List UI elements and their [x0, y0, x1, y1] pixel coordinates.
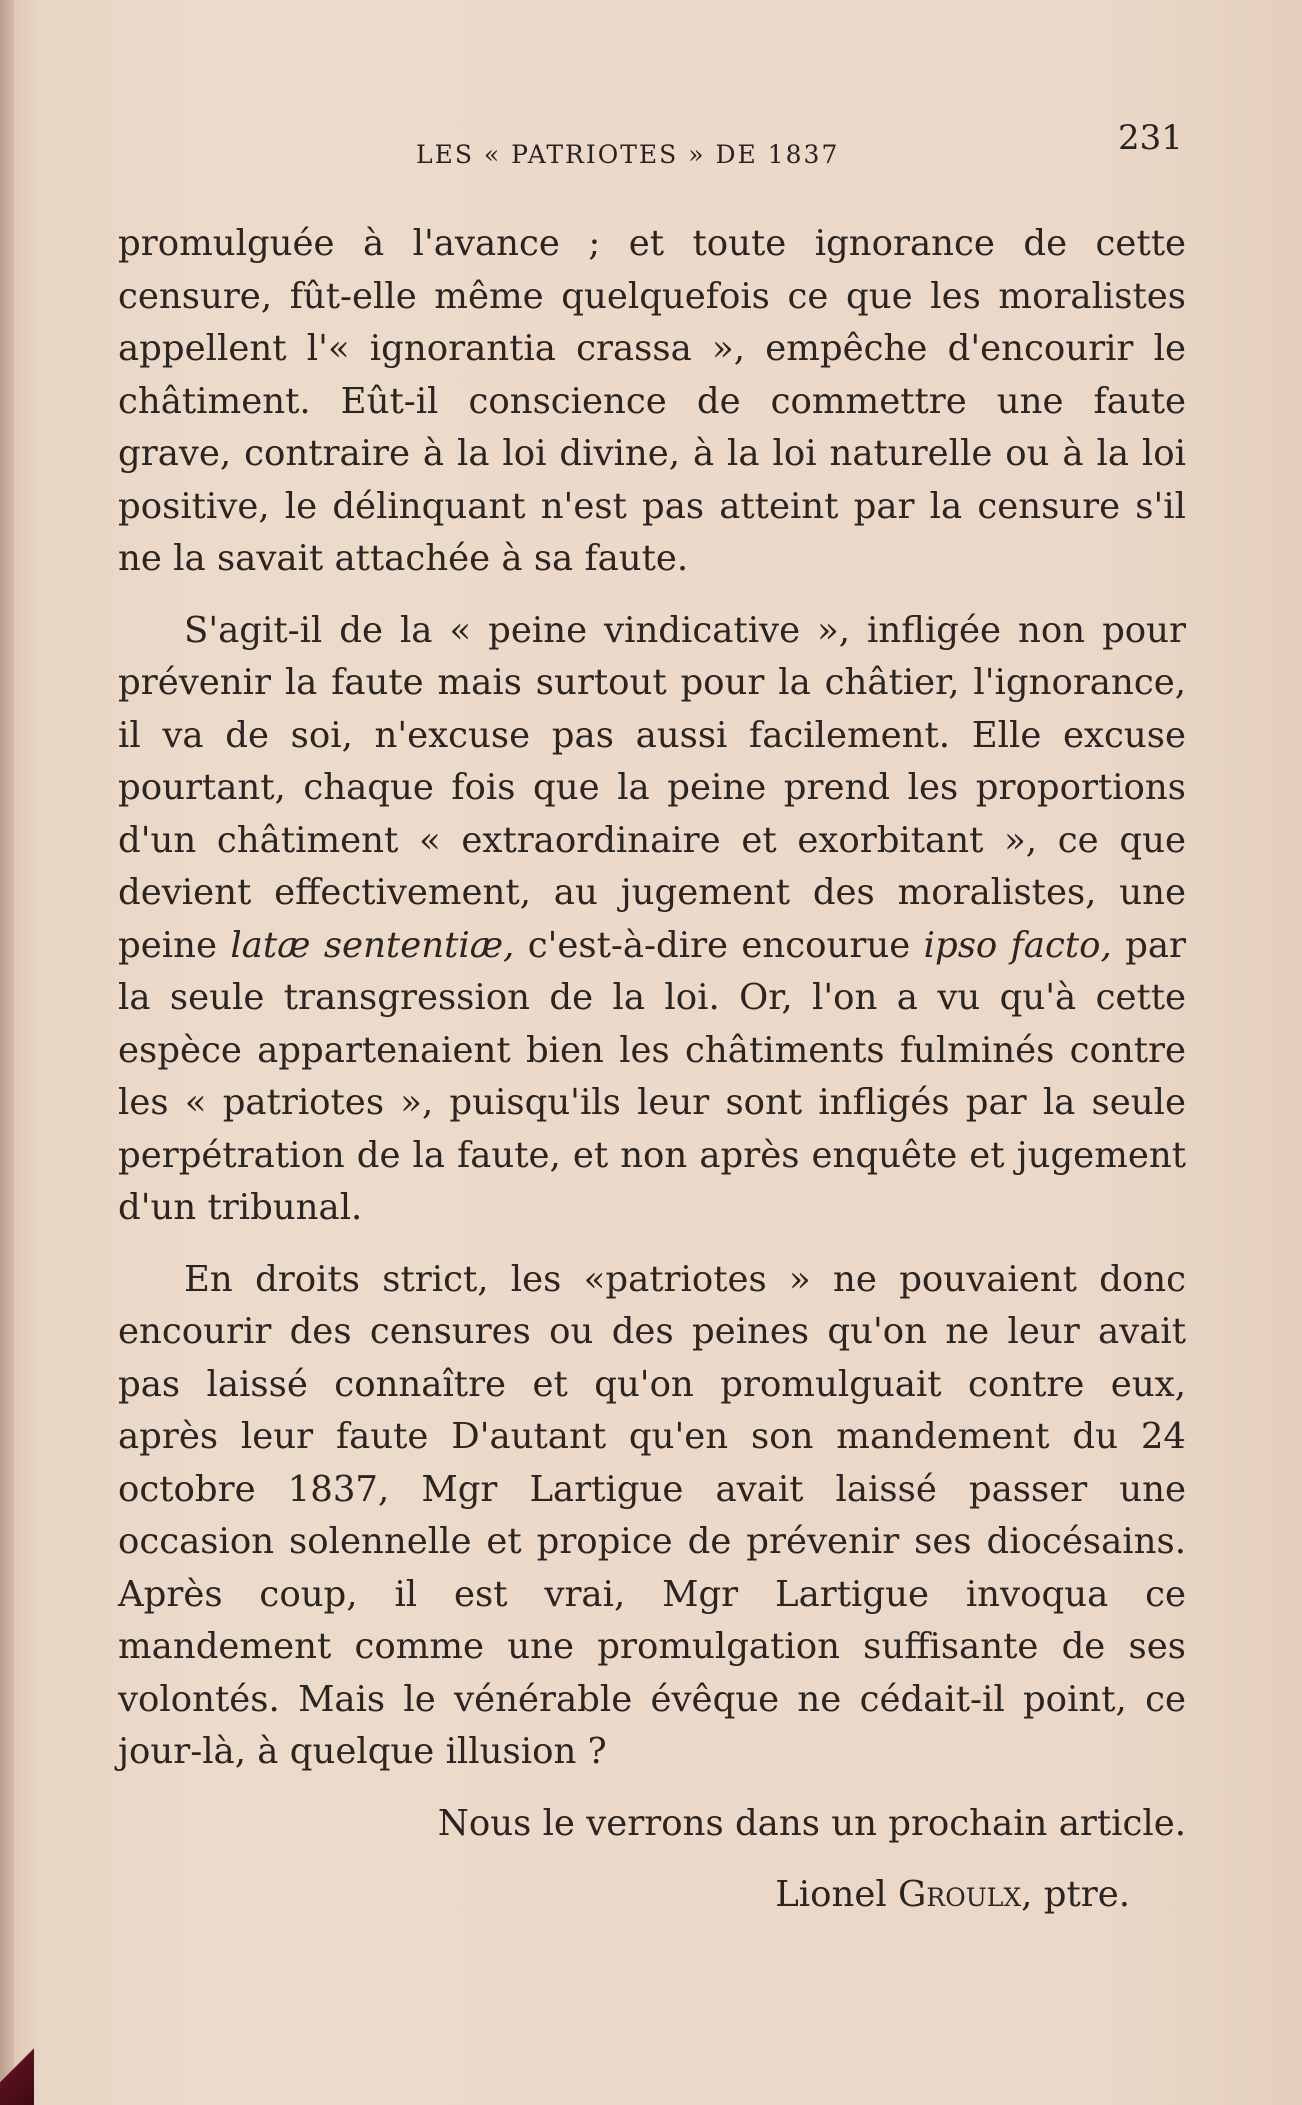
paragraph-2-part-c: par la seule transgression de la loi. Or, l'on a vu qu'à cette espèce appartenaient bien les châtiments fulminés contre les « patriotes », puisqu'ils leur sont infligés par la seule perpétration de la faute, et non après enquête et jugement d'un tribunal.: [118, 924, 1186, 1228]
body-text: [118, 218, 1186, 1941]
author-signature: [118, 1869, 1186, 1922]
signature-suffix: , ptre.: [1021, 1874, 1130, 1915]
page-number: 231: [1118, 118, 1183, 158]
paragraph-1: promulguée à l'avance ; et toute ignorance de cette censure, fût-elle même quelquefois ce que les moralistes appellent l'« ignorantia crassa », empêche d'encourir le châtiment. Eût-il conscience de commettre une faute grave, contraire à la loi divine, à la loi naturelle ou à la loi positive, le délinquant n'est pas atteint par la censure s'il ne la savait attachée à sa faute.: [118, 223, 1186, 579]
paragraph-3: En droits strict, les «patriotes » ne pouvaient donc encourir des censures ou des peines qu'on ne leur avait pas laissé connaître et qu'on promulguait contre eux, après leur faute D'autant qu'en son mandement du 24 octobre 1837, Mgr Lartigue avait laissé passer une occasion solennelle et propice de prévenir ses diocésains. Après coup, il est vrai, Mgr Lartigue invoqua ce mandement comme une promulgation suffisante de ses volontés. Mais le vénérable évêque ne cédait-il point, ce jour-là, à quelque illusion ?: [118, 1258, 1186, 1772]
binding-corner-mark: [0, 2035, 34, 2105]
signature-last-name: Groulx: [898, 1874, 1022, 1915]
paragraph-2-part-b: c'est-à-dire encourue: [514, 924, 924, 966]
closing-line: Nous le verrons dans un prochain article.: [437, 1802, 1186, 1844]
running-head: LES « PATRIOTES » DE 1837: [416, 140, 840, 169]
italic-latae-sententiae: latæ sententiæ,: [230, 924, 515, 966]
italic-ipso-facto: ipso facto,: [923, 924, 1112, 966]
page-gutter-edge: [0, 0, 14, 2105]
signature-first-name: Lionel: [775, 1874, 899, 1915]
paragraph-2: [118, 605, 1186, 1235]
paragraph-2-part-a: S'agit-il de la « peine vindicative », infligée non pour prévenir la faute mais surtout pour la châtier, l'ignorance, il va de soi, n'excuse pas aussi facilement. Elle excuse pourtant, chaque fois que la peine prend les proportions d'un châtiment « extraordinaire et exorbitant », ce que devient effectivement, au jugement des moralistes, une peine: [118, 609, 1186, 966]
